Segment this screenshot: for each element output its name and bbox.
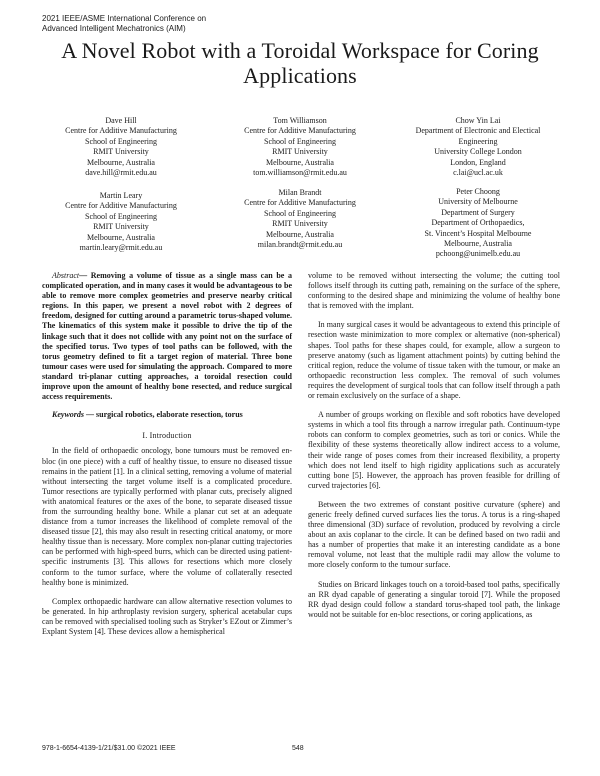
- abstract-text: — Removing a volume of tissue as a single mass can be a complicated operation, and in many cases it would be advantageous to be able to remove more complex geometries and preserve nearby critical regions. In this paper, we present a novel robot with 2 degrees of freedom, designed for cutting around a parametric torus-shaped volume. The kinematics of this system make it possible to drive the tip of the linkage such that it does not collide with any point not on the surface of the specified torus. Two types of tool paths can be followed, with the torus geometry defined to fit a target region of material. Three bone tumour cases were used for simulating the approach. Compared to more standard tri-planar cutting approaches, a toroidal resection could improve upon the amount of healthy bone resected, and reduce surgical access requirements.: [42, 271, 292, 402]
- author-email: c.lai@ucl.ac.uk: [453, 168, 503, 178]
- keywords: [42, 410, 292, 420]
- author-affiliation: Department of Surgery: [441, 207, 515, 217]
- author-email: milan.brandt@rmit.edu.au: [257, 240, 343, 250]
- author-affiliation: School of Engineering: [264, 136, 336, 146]
- author-location: Melbourne, Australia: [87, 232, 155, 242]
- author-affiliation: RMIT University: [93, 222, 149, 232]
- author-block: [398, 116, 558, 178]
- author-affiliation: University of Melbourne: [438, 197, 518, 207]
- author-block: [41, 116, 201, 178]
- author-location: Melbourne, Australia: [444, 239, 512, 249]
- keywords-label: Keywords: [52, 410, 84, 420]
- conference-line-2: Advanced Intelligent Mechatronics (AIM): [42, 23, 186, 33]
- author-location: Melbourne, Australia: [266, 157, 334, 167]
- body-paragraph: In many surgical cases it would be advantageous to extend this principle of resection waste minimization to more complex or alternative (non-spherical) shapes. Tool paths for these shapes could, for example, allow a surgeon to preserve anatomy (such as ligament attachment points) by cutting behind the critical region, reduce the volume of tissue taken with the tumour, or make an orthopaedic reconstruction less complex. The removal of such volumes requires the development of surgical tools that can follow itself through a path or remain exclusively on the surface of a shape.: [308, 320, 560, 401]
- author-affiliation: Engineering: [458, 136, 498, 146]
- author-name: Martin Leary: [99, 191, 143, 200]
- abstract-label: Abstract: [52, 271, 80, 280]
- author-affiliation: Department of Orthopaedics,: [431, 218, 525, 228]
- conference-header: [42, 14, 206, 33]
- author-affiliation: Department of Electronic and Electical: [415, 126, 541, 136]
- body-paragraph: Complex orthopaedic hardware can allow alternative resection volumes to be generated. In hip arthroplasty revision surgery, spherical acetabular cups can be removed with specialised tooling such as Stryker’s EZout or Zimmer’s Explant System [4]. These devices allow a hemispherical: [42, 596, 292, 636]
- author-location: London, England: [450, 157, 506, 167]
- author-affiliation: School of Engineering: [264, 208, 336, 218]
- author-name: Chow Yin Lai: [455, 116, 501, 125]
- author-name: Tom Williamson: [273, 116, 327, 125]
- page-number: 548: [292, 745, 304, 752]
- author-affiliation: RMIT University: [272, 147, 328, 157]
- author-name: Peter Choong: [456, 187, 500, 196]
- author-affiliation: School of Engineering: [85, 211, 157, 221]
- author-affiliation: St. Vincent’s Hospital Melbourne: [424, 228, 532, 238]
- abstract: [42, 271, 292, 402]
- author-affiliation: RMIT University: [272, 219, 328, 229]
- author-affiliation: University College London: [434, 147, 522, 157]
- body-paragraph: volume to be removed without intersecting the volume; the cutting tool follows itself through its cutting path, remaining on the surface of the sphere, conforming to the desired shape and minimizing the volume of healthy bone that is removed with the implant.: [308, 271, 560, 311]
- keywords-text: — surgical robotics, elaborate resection, torus: [84, 410, 243, 420]
- paper-title: [0, 38, 600, 88]
- author-location: Melbourne, Australia: [266, 229, 334, 239]
- body-paragraph: Studies on Bricard linkages touch on a toroid-based tool paths, specifically an RR dyad capable of generating a singular toroid [7]. While the proposed RR dyad design could follow a standard torus-shaped tool path, the linkage would not be suitable for en-bloc resections, or coring applications, as: [308, 579, 560, 619]
- footer-isbn: 978-1-6654-4139-1/21/$31.00 ©2021 IEEE: [42, 745, 176, 752]
- author-affiliation: Centre for Additive Manufacturing: [244, 198, 356, 208]
- body-paragraph: Between the two extremes of constant positive curvature (sphere) and generic freely defined curved surfaces lies the torus. A torus is a ring-shaped three dimensional (3D) surface of revolution, produced by revolving a circle about an axis coplanar to the circle. It can be defined based on two radii and has a number of properties that make it an interesting candidate as a bone removal volume, not least that the multiple radii may allow the volume to more closely conform to the tumour surface.: [308, 499, 560, 570]
- author-affiliation: RMIT University: [93, 147, 149, 157]
- author-block: [398, 187, 558, 260]
- author-location: Melbourne, Australia: [87, 157, 155, 167]
- body-paragraph: A number of groups working on flexible and soft robotics have developed systems in which a tool fits through a narrow irregular path. Continuum-type robots can conform to complex geometries, such as tori or conics. While the flexibility of these systems theoretically allow indirect access to a volume, their wide range of poses comes from their increased flexibility, a property which does not lend itself to high rigidity applications such as accurately cutting bone [5]. However, the approach has proven feasible for drilling of curved trajectories [6].: [308, 410, 560, 490]
- author-affiliation: School of Engineering: [85, 136, 157, 146]
- right-column: [308, 271, 560, 620]
- author-email: tom.williamson@rmit.edu.au: [253, 168, 347, 178]
- author-email: pchoong@unimelb.edu.au: [435, 249, 521, 259]
- body-paragraph: In the field of orthopaedic oncology, bone tumours must be removed en-bloc (in one piece) with a cuff of healthy tissue, to ensure no diseased tissue remains in the patient [1]. In a clinical setting, removing a volume of material without intersecting the target volume itself is a complicated procedure. Tumor resections are typically performed with planar cuts, precisely aligned with anatomical features or the axes of the bone, to separate diseased tissue from the surrounding healthy bone. While a planar cut set at an adequate distance from a tumor increases the likelihood of complete removal of the diseased tissue [2], this may also result in resecting critical anatomy, or more healthy tissue than is necessary. More complex non-planar cutting trajectories can be performed with high-speed burrs, which can be directed using patient-specific instruments [3]. This allows for resections which more closely conform to the tumor surface, where the volume of collaterally resected healthy bone is minimized.: [42, 446, 292, 587]
- title-line-1: A Novel Robot with a Toroidal Workspace for Coring: [61, 38, 539, 63]
- title-line-2: Applications: [243, 63, 357, 88]
- conference-line-1: 2021 IEEE/ASME International Conference on: [42, 14, 207, 23]
- author-affiliation: Centre for Additive Manufacturing: [244, 126, 356, 136]
- author-name: Milan Brandt: [278, 188, 322, 197]
- author-affiliation: Centre for Additive Manufacturing: [65, 201, 177, 211]
- author-block: [220, 188, 380, 250]
- author-email: martin.leary@rmit.edu.au: [79, 243, 163, 253]
- author-email: dave.hill@rmit.edu.au: [85, 168, 157, 178]
- author-name: Dave Hill: [105, 116, 137, 125]
- section-heading-introduction: I. Introduction: [142, 431, 192, 441]
- left-column: [42, 271, 292, 637]
- author-affiliation: Centre for Additive Manufacturing: [65, 126, 177, 136]
- author-block: [220, 116, 380, 178]
- author-block: [41, 191, 201, 253]
